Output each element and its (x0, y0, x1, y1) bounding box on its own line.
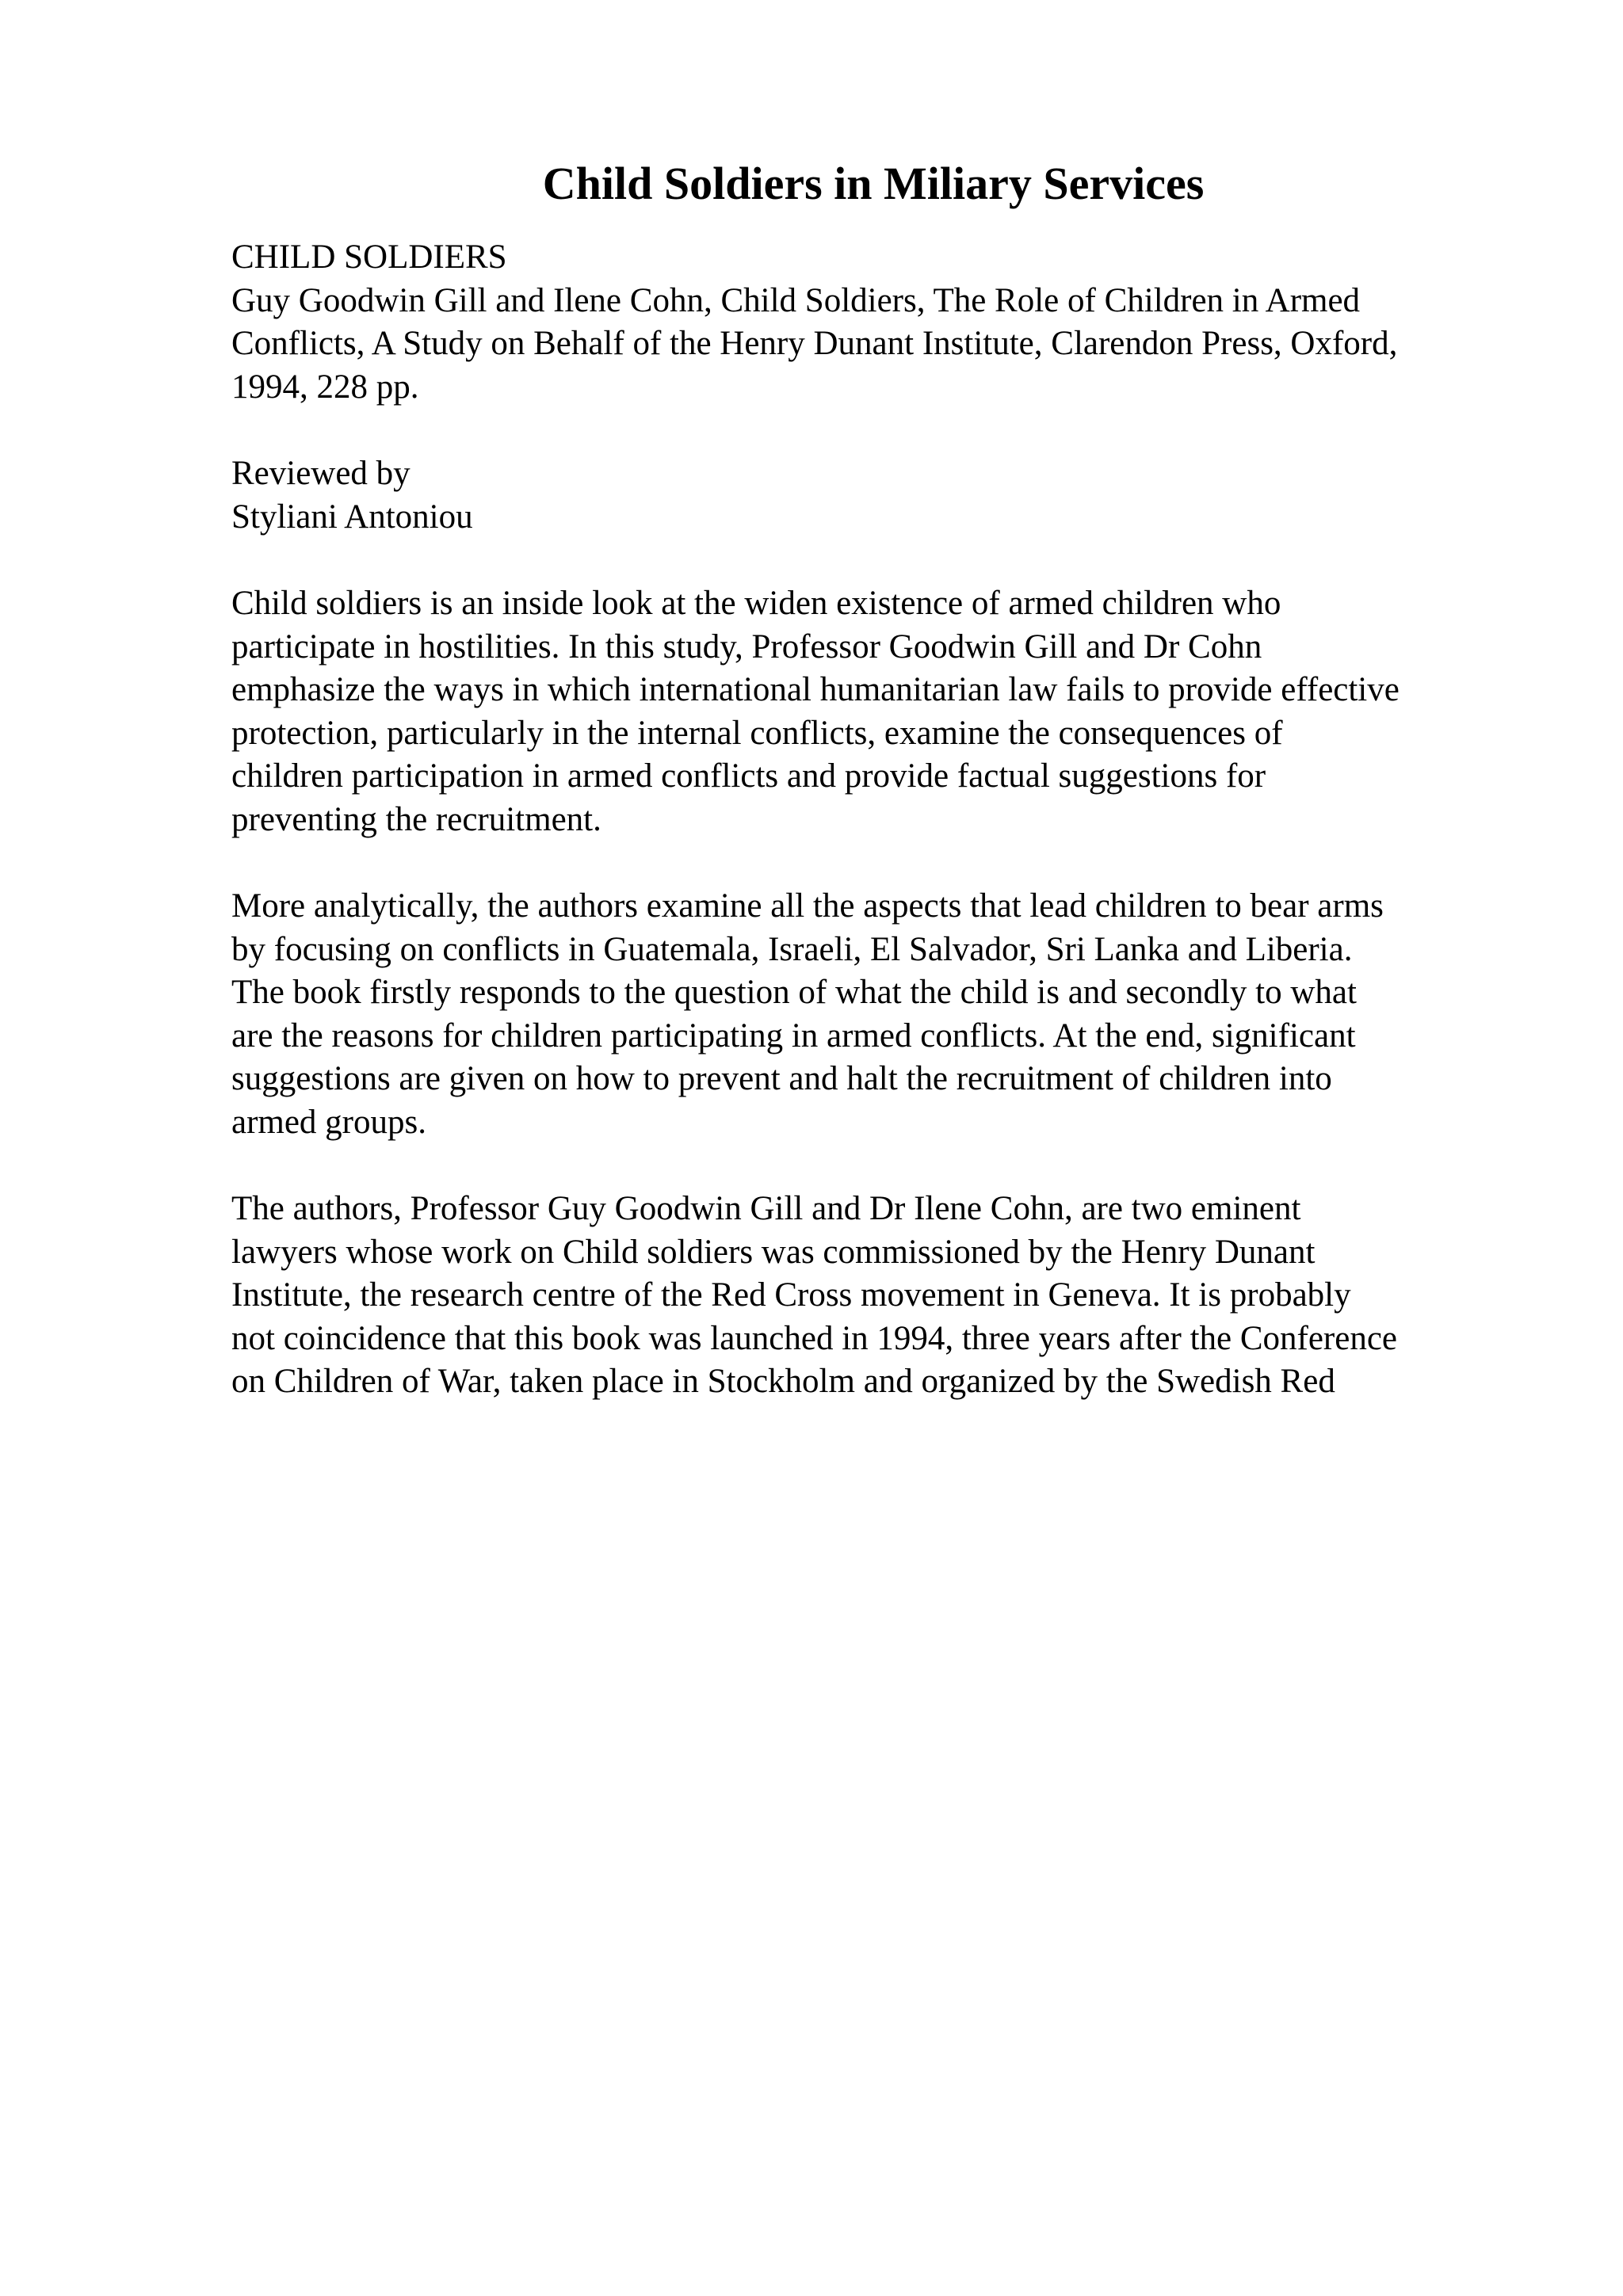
paragraph-line: The authors, Professor Guy Goodwin Gill and Dr Ilene Cohn, are two eminent (231, 1190, 1301, 1227)
page-title: Child Soldiers in Miliary Services (542, 158, 1205, 209)
citation-line: 1994, 228 pp. (231, 368, 419, 406)
paragraph-line: on Children of War, taken place in Stockholm and organized by the Swedish Red (231, 1363, 1335, 1400)
paragraph-line: preventing the recruitment. (231, 800, 601, 838)
reviewer-name: Styliani Antoniou (231, 498, 473, 536)
paragraph-line: armed groups. (231, 1103, 426, 1141)
document-body (231, 155, 1515, 1447)
citation-heading: CHILD SOLDIERS (231, 238, 507, 276)
citation-line: Conflicts, A Study on Behalf of the Henry Dunant Institute, Clarendon Press, Oxford, (231, 325, 1398, 362)
paragraph-intro (231, 582, 1515, 841)
paragraph-line: The book firstly responds to the question of what the child is and secondly to what (231, 974, 1357, 1011)
paragraph-line: suggestions are given on how to prevent and halt the recruitment of children into (231, 1060, 1332, 1097)
paragraph-line: More analytically, the authors examine all the aspects that lead children to bear arms (231, 887, 1384, 925)
paragraph-line: children participation in armed conflicts and provide factual suggestions for (231, 757, 1266, 795)
paragraph-line: Institute, the research centre of the Red Cross movement in Geneva. It is probably (231, 1276, 1351, 1314)
paragraph-authors (231, 1188, 1515, 1404)
paragraph-line: emphasize the ways in which international humanitarian law fails to provide effective (231, 671, 1400, 708)
paragraph-line: not coincidence that this book was launched in 1994, three years after the Conference (231, 1319, 1398, 1357)
paragraph-analysis (231, 885, 1515, 1144)
paragraph-line: participate in hostilities. In this study, Professor Goodwin Gill and Dr Cohn (231, 627, 1262, 666)
citation-line: Guy Goodwin Gill and Ilene Cohn, Child Soldiers, The Role of Children in Armed (231, 281, 1361, 319)
paragraph-line: Child soldiers is an inside look at the widen existence of armed children who (231, 585, 1281, 622)
paragraph-line: protection, particularly in the internal conflicts, examine the consequences of (231, 714, 1283, 752)
paragraph-line: are the reasons for children participating in armed conflicts. At the end, significant (231, 1016, 1356, 1055)
paragraph-line: by focusing on conflicts in Guatemala, Israeli, El Salvador, Sri Lanka and Liberia. (231, 930, 1353, 968)
citation-block (231, 236, 1515, 409)
reviewed-by-label: Reviewed by (231, 455, 411, 492)
reviewer-block (231, 452, 1515, 539)
paragraph-line: lawyers whose work on Child soldiers was commissioned by the Henry Dunant (231, 1233, 1316, 1271)
